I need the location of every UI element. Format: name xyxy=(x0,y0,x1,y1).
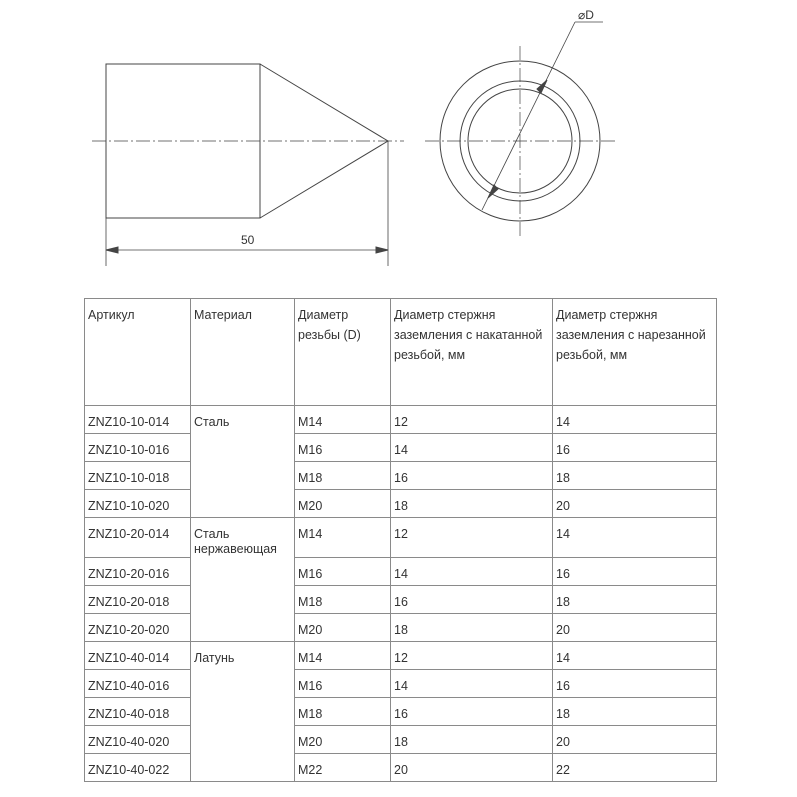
cell-material xyxy=(191,434,295,462)
table-row xyxy=(85,641,717,669)
cell-material xyxy=(191,462,295,490)
cell-material xyxy=(191,753,295,781)
cell-cut-diameter: 20 xyxy=(553,725,717,753)
cell-article: ZNZ10-10-016 xyxy=(85,434,191,462)
header-material: Материал xyxy=(191,299,295,406)
cell-thread: M18 xyxy=(295,697,391,725)
table-row xyxy=(85,725,717,753)
cell-material: Латунь xyxy=(191,641,295,669)
table-row xyxy=(85,585,717,613)
technical-drawing xyxy=(0,0,797,290)
cell-material xyxy=(191,490,295,518)
cell-cut-diameter: 20 xyxy=(553,490,717,518)
dimension-arrow-right xyxy=(376,247,388,253)
cell-rolled-diameter: 16 xyxy=(391,697,553,725)
cell-rolled-diameter: 18 xyxy=(391,725,553,753)
specification-table xyxy=(84,298,717,782)
cell-thread: M16 xyxy=(295,557,391,585)
cell-article: ZNZ10-20-020 xyxy=(85,613,191,641)
header-rolled-thread-diameter: Диаметр стержня заземления с накатанной резьбой, мм xyxy=(391,299,553,406)
cell-cut-diameter: 16 xyxy=(553,557,717,585)
cell-thread: M14 xyxy=(295,406,391,434)
table-row xyxy=(85,434,717,462)
cell-article: ZNZ10-10-014 xyxy=(85,406,191,434)
cell-article: ZNZ10-10-018 xyxy=(85,462,191,490)
table-row xyxy=(85,613,717,641)
cell-article: ZNZ10-20-014 xyxy=(85,518,191,558)
cell-cut-diameter: 16 xyxy=(553,669,717,697)
cell-rolled-diameter: 20 xyxy=(391,753,553,781)
header-thread-diameter: Диаметр резьбы (D) xyxy=(295,299,391,406)
cell-article: ZNZ10-40-016 xyxy=(85,669,191,697)
cell-thread: M14 xyxy=(295,518,391,558)
cell-cut-diameter: 20 xyxy=(553,613,717,641)
cell-cut-diameter: 18 xyxy=(553,697,717,725)
cell-cut-diameter: 14 xyxy=(553,641,717,669)
cell-cut-diameter: 14 xyxy=(553,518,717,558)
cell-article: ZNZ10-20-016 xyxy=(85,557,191,585)
table-row xyxy=(85,753,717,781)
diameter-leader xyxy=(482,22,575,210)
cell-article: ZNZ10-10-020 xyxy=(85,490,191,518)
cell-cut-diameter: 18 xyxy=(553,462,717,490)
cell-thread: M18 xyxy=(295,585,391,613)
length-dimension-label: 50 xyxy=(241,233,255,247)
cell-rolled-diameter: 14 xyxy=(391,434,553,462)
table-row xyxy=(85,462,717,490)
cell-material xyxy=(191,585,295,613)
cell-rolled-diameter: 16 xyxy=(391,585,553,613)
cell-thread: M20 xyxy=(295,725,391,753)
cell-thread: M16 xyxy=(295,434,391,462)
table-header-row xyxy=(85,299,717,406)
cell-rolled-diameter: 18 xyxy=(391,490,553,518)
cell-material xyxy=(191,697,295,725)
cell-thread: M20 xyxy=(295,613,391,641)
header-cut-thread-diameter: Диаметр стержня заземления с нарезанной резьбой, мм xyxy=(553,299,717,406)
dimension-arrow-left xyxy=(106,247,118,253)
cell-rolled-diameter: 12 xyxy=(391,518,553,558)
table-row xyxy=(85,697,717,725)
cell-material xyxy=(191,613,295,641)
cell-article: ZNZ10-40-014 xyxy=(85,641,191,669)
cell-rolled-diameter: 14 xyxy=(391,557,553,585)
cell-rolled-diameter: 14 xyxy=(391,669,553,697)
cell-article: ZNZ10-40-022 xyxy=(85,753,191,781)
cell-cut-diameter: 18 xyxy=(553,585,717,613)
cell-thread: M22 xyxy=(295,753,391,781)
table-row xyxy=(85,557,717,585)
table-row xyxy=(85,406,717,434)
table-body xyxy=(85,406,717,782)
cell-material xyxy=(191,725,295,753)
cell-cut-diameter: 22 xyxy=(553,753,717,781)
cell-material xyxy=(191,669,295,697)
cell-thread: M14 xyxy=(295,641,391,669)
cell-rolled-diameter: 16 xyxy=(391,462,553,490)
cell-material: Сталь нержавеющая xyxy=(191,518,295,558)
cell-material: Сталь xyxy=(191,406,295,434)
cell-thread: M18 xyxy=(295,462,391,490)
cell-thread: M20 xyxy=(295,490,391,518)
cell-rolled-diameter: 18 xyxy=(391,613,553,641)
cell-material xyxy=(191,557,295,585)
table-row xyxy=(85,518,717,558)
cell-rolled-diameter: 12 xyxy=(391,641,553,669)
cell-article: ZNZ10-40-020 xyxy=(85,725,191,753)
cell-thread: M16 xyxy=(295,669,391,697)
cell-article: ZNZ10-20-018 xyxy=(85,585,191,613)
table-row xyxy=(85,669,717,697)
table-row xyxy=(85,490,717,518)
cell-rolled-diameter: 12 xyxy=(391,406,553,434)
diameter-label: ⌀D xyxy=(578,8,594,22)
cell-article: ZNZ10-40-018 xyxy=(85,697,191,725)
cell-cut-diameter: 16 xyxy=(553,434,717,462)
cell-cut-diameter: 14 xyxy=(553,406,717,434)
header-article: Артикул xyxy=(85,299,191,406)
